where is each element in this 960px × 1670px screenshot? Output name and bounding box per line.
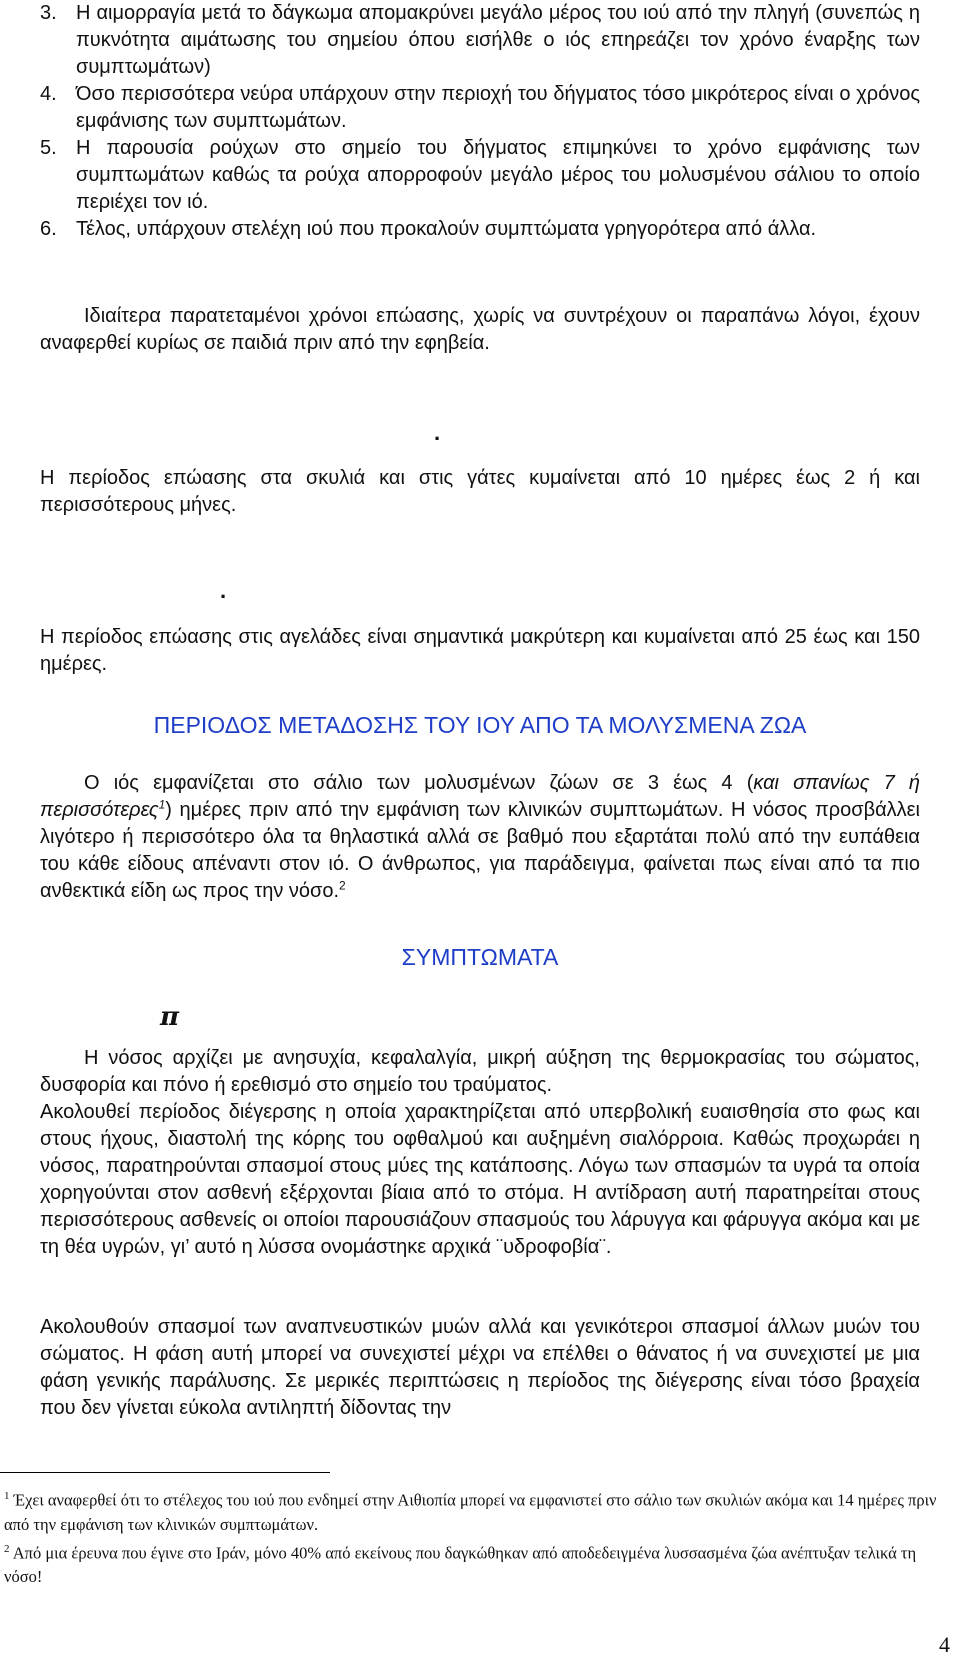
footnotes: [0, 1484, 940, 1589]
list-item-text: Όσο περισσότερα νεύρα υπάρχουν στην περιοχή του δήγματος τόσο μικρότερος είναι ο χρόνος εμφάνισης των συμπτωμάτων.: [76, 83, 920, 132]
footnote-divider: [0, 1472, 330, 1473]
footnote-text: Από μια έρευνα που έγινε στο Ιράν, μόνο 40% από εκείνους που δαγκώθηκαν από αποδεδειγμένα λυσσασμένα ζώα ανέπτυξαν τελικά τη νόσο!: [4, 1543, 917, 1586]
section-dot: .: [220, 578, 227, 603]
section-dot: .: [434, 420, 441, 445]
list-item-text: Η παρουσία ρούχων στο σημείο του δήγματος επιμηκύνει το χρόνο εμφάνισης των συμπτωμάτων καθώς τα ρούχα απορροφούν μεγάλο μέρος του μολυσμένου σάλιου το οποίο περιέχει τον ιό.: [76, 137, 920, 213]
footnote-ref: 2: [339, 878, 346, 893]
footnote-ref: 1: [158, 797, 166, 812]
numbered-list: [40, 0, 920, 243]
paragraph-dogs-cats-incubation: Η περίοδος επώασης στα σκυλιά και στις γάτες κυμαίνεται από 10 ημέρες έως 2 ή και περισσότερους μήνες.: [40, 467, 920, 516]
section-heading-symptoms: ΣΥΜΠΤΩΜΑΤΑ: [401, 944, 559, 970]
paragraph-symptoms-onset: Η νόσος αρχίζει με ανησυχία, κεφαλαλγία, μικρή αύξηση της θερμοκρασίας του σώματος, δυσφορία και πόνο ή ερεθισμό στο σημείο του τραύματος.: [40, 1047, 920, 1096]
list-item: [40, 0, 920, 81]
paragraph-prolonged-incubation: Ιδιαίτερα παρατεταμένοι χρόνοι επώασης, χωρίς να συντρέχουν οι παραπάνω λόγοι, έχουν αναφερθεί κυρίως σε παιδιά πριν από την εφηβεία.: [40, 305, 920, 354]
paragraph-excitation-phase: Ακολουθεί περίοδος διέγερσης η οποία χαρακτηρίζεται από υπερβολική ευαισθησία στο φως και στους ήχους, διαστολή της κόρης του οφθαλμού και αυξημένη σιαλόρροια. Καθώς προχωράει η νόσος, παρατηρούνται σπασμοί στους μύες της κατάποσης. Λόγω των σπασμών τα υγρά τα οποία χορηγούνται στον ασθενή εξέρχονται βίαια από το στόμα. Η αντίδραση αυτή παρατηρείται στους περισσότερους ασθενείς οι οποίοι παρουσιάζουν σπασμούς του λάρυγγα και φάρυγγα ακόμα και με τη θέα υγρών, γι’ αυτό η λύσσα ονομάστηκε αρχικά ¨υδροφοβία¨.: [40, 1101, 920, 1258]
paragraph-cows-incubation: Η περίοδος επώασης στις αγελάδες είναι σημαντικά μακρύτερη και κυμαίνεται από 25 έως και 150 ημέρες.: [40, 626, 920, 675]
footnote-number: 2: [4, 1542, 10, 1555]
paragraph-text: ) ημέρες πριν από την εμφάνιση των κλινικών συμπτωμάτων. Η νόσος προσβάλλει λιγότερο ή περισσότερο όλα τα θηλαστικά αλλά σε βαθμό που εξαρτάται πολύ από την ευπάθεια του κάθε είδους απέναντι στον ιό. Ο άνθρωπος, για παράδειγμα, φαίνεται πως είναι από τα πιο ανθεκτικά είδη ως προς την νόσο.: [40, 799, 920, 902]
footnote-text: Έχει αναφερθεί ότι το στέλεχος του ιού που ενδημεί στην Αιθιοπία μπορεί να εμφανιστεί στο σάλιο των σκυλιών ακόμα και 14 ημέρες πριν από την εμφάνιση των κλινικών συμπτωμάτων.: [4, 1490, 937, 1534]
paragraph-virus-in-saliva: [40, 770, 920, 905]
footnote-number: 1: [4, 1490, 10, 1502]
list-item: [40, 216, 920, 243]
list-item-text: Τέλος, υπάρχουν στελέχη ιού που προκαλούν συμπτώματα γρηγορότερα από άλλα.: [76, 218, 817, 240]
list-item: [40, 81, 920, 135]
list-item-number: 6.: [40, 218, 57, 240]
paragraph-text: Ο ιός εμφανίζεται στο σάλιο των μολυσμένων ζώων σε 3 έως 4 (: [84, 772, 754, 794]
page-number: 4: [939, 1632, 950, 1657]
footnote: [0, 1537, 940, 1590]
list-item-number: 3.: [40, 2, 57, 24]
list-item-number: 4.: [40, 83, 57, 105]
pi-mark: π: [160, 1002, 180, 1032]
footnote: [0, 1484, 940, 1537]
italic-note: και σπανίως 7 ή περισσότερες: [40, 772, 920, 821]
list-item-number: 5.: [40, 137, 57, 159]
list-item: [40, 135, 920, 216]
section-heading-transmission: ΠΕΡΙΟΔΟΣ ΜΕΤΑΔΟΣΗΣ ΤΟΥ ΙΟΥ ΑΠΟ ΤΑ ΜΟΛΥΣΜΕΝΑ ΖΩΑ: [153, 712, 807, 738]
paragraph-respiratory-spasms: Ακολουθούν σπασμοί των αναπνευστικών μυών αλλά και γενικότεροι σπασμοί άλλων μυών του σώματος. Η φάση αυτή μπορεί να συνεχιστεί μέχρι να επέλθει ο θάνατος ή να συνεχιστεί με μια φάση γενικής παράλυσης. Σε μερικές περιπτώσεις η περίοδος της διέγερσης είναι τόσο βραχεία που δεν γίνεται εύκολα αντιληπτή δίδοντας την: [40, 1316, 920, 1419]
list-item-text: Η αιμορραγία μετά το δάγκωμα απομακρύνει μεγάλο μέρος του ιού από την πληγή (συνεπώς η πυκνότητα αιμάτωσης του σημείου όπου εισήλθε ο ιός επηρεάζει τον χρόνο έναρξης των συμπτωμάτων): [76, 2, 920, 78]
